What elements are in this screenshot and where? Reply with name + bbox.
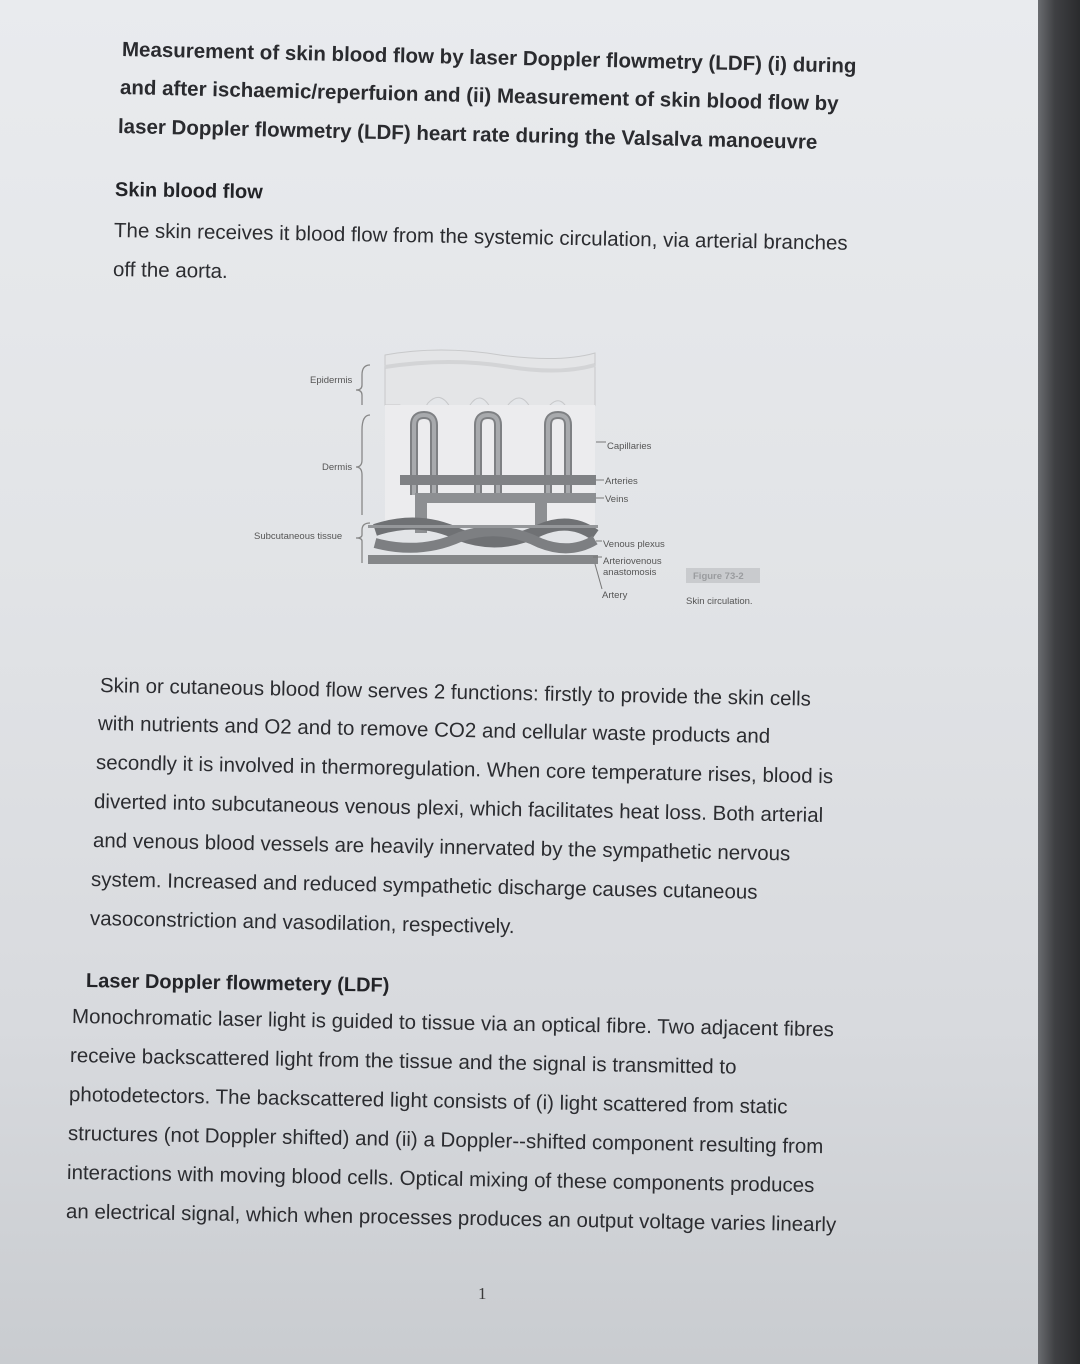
title-line-2: and after ischaemic/reperfuion and (ii) Measurement of skin blood flow by (119, 76, 839, 116)
label-veins: Veins (605, 494, 629, 505)
paragraph2-line-1: Skin or cutaneous blood flow serves 2 functions: firstly to provide the skin cells (99, 674, 812, 711)
label-capillaries: Capillaries (607, 441, 652, 452)
label-artery: Artery (602, 590, 628, 601)
paragraph2-line-4: diverted into subcutaneous venous plexi, which facilitates heat loss. Both arterial (93, 790, 824, 827)
label-arteriovenous: Arteriovenous (603, 556, 662, 567)
label-anastomosis: anastomosis (603, 567, 657, 578)
section2-line-4: structures (not Doppler shifted) and (ii) a Doppler--shifted component resulting from (67, 1122, 824, 1159)
paragraph2-line-5: and venous blood vessels are heavily innervated by the sympathetic nervous (92, 829, 791, 866)
section1-line-2: off the aorta. (112, 258, 228, 284)
section2-line-1: Monochromatic laser light is guided to tissue via an optical fibre. Two adjacent fibres (71, 1005, 835, 1042)
paragraph2-line-6: system. Increased and reduced sympathetic discharge causes cutaneous (90, 868, 758, 904)
title-line-3: laser Doppler flowmetry (LDF) heart rate during the Valsalva manoeuvre (117, 115, 818, 154)
section-heading-ldf: Laser Doppler flowmetery (LDF) (85, 970, 390, 997)
label-arteries: Arteries (605, 476, 638, 487)
label-venous-plexus: Venous plexus (603, 539, 665, 550)
veins-band (415, 493, 596, 503)
section2-line-2: receive backscattered light from the tissue and the signal is transmitted to (69, 1044, 737, 1079)
section2-line-6: an electrical signal, which when processes produces an output voltage varies linearly (65, 1200, 837, 1237)
title-line-1: Measurement of skin blood flow by laser Doppler flowmetry (LDF) (i) during (121, 38, 857, 78)
page-number: 1 (478, 1284, 487, 1303)
section1-line-1: The skin receives it blood flow from the systemic circulation, via arterial branches (113, 219, 848, 255)
label-subcutaneous: Subcutaneous tissue (254, 531, 343, 542)
page-edge-shadow (1038, 0, 1080, 1364)
arteries-band (400, 475, 596, 485)
artery-band (368, 555, 598, 564)
section2-line-5: interactions with moving blood cells. Optical mixing of these components produces (66, 1161, 815, 1198)
label-dermis: Dermis (322, 462, 353, 473)
paragraph2-line-2: with nutrients and O2 and to remove CO2 and cellular waste products and (97, 712, 771, 748)
label-epidermis: Epidermis (310, 375, 353, 386)
paragraph2-line-3: secondly it is involved in thermoregulation. When core temperature rises, blood is (95, 751, 834, 789)
section-heading-skin-blood-flow: Skin blood flow (114, 179, 263, 204)
skin-circulation-diagram (250, 345, 770, 615)
section2-line-3: photodetectors. The backscattered light consists of (i) light scattered from static (68, 1083, 788, 1119)
figure-caption: Skin circulation. (686, 596, 753, 607)
skin-circulation-figure (250, 345, 770, 615)
paragraph2-line-7: vasoconstriction and vasodilation, respectively. (89, 907, 515, 939)
figure-number: Figure 73-2 (693, 571, 744, 582)
